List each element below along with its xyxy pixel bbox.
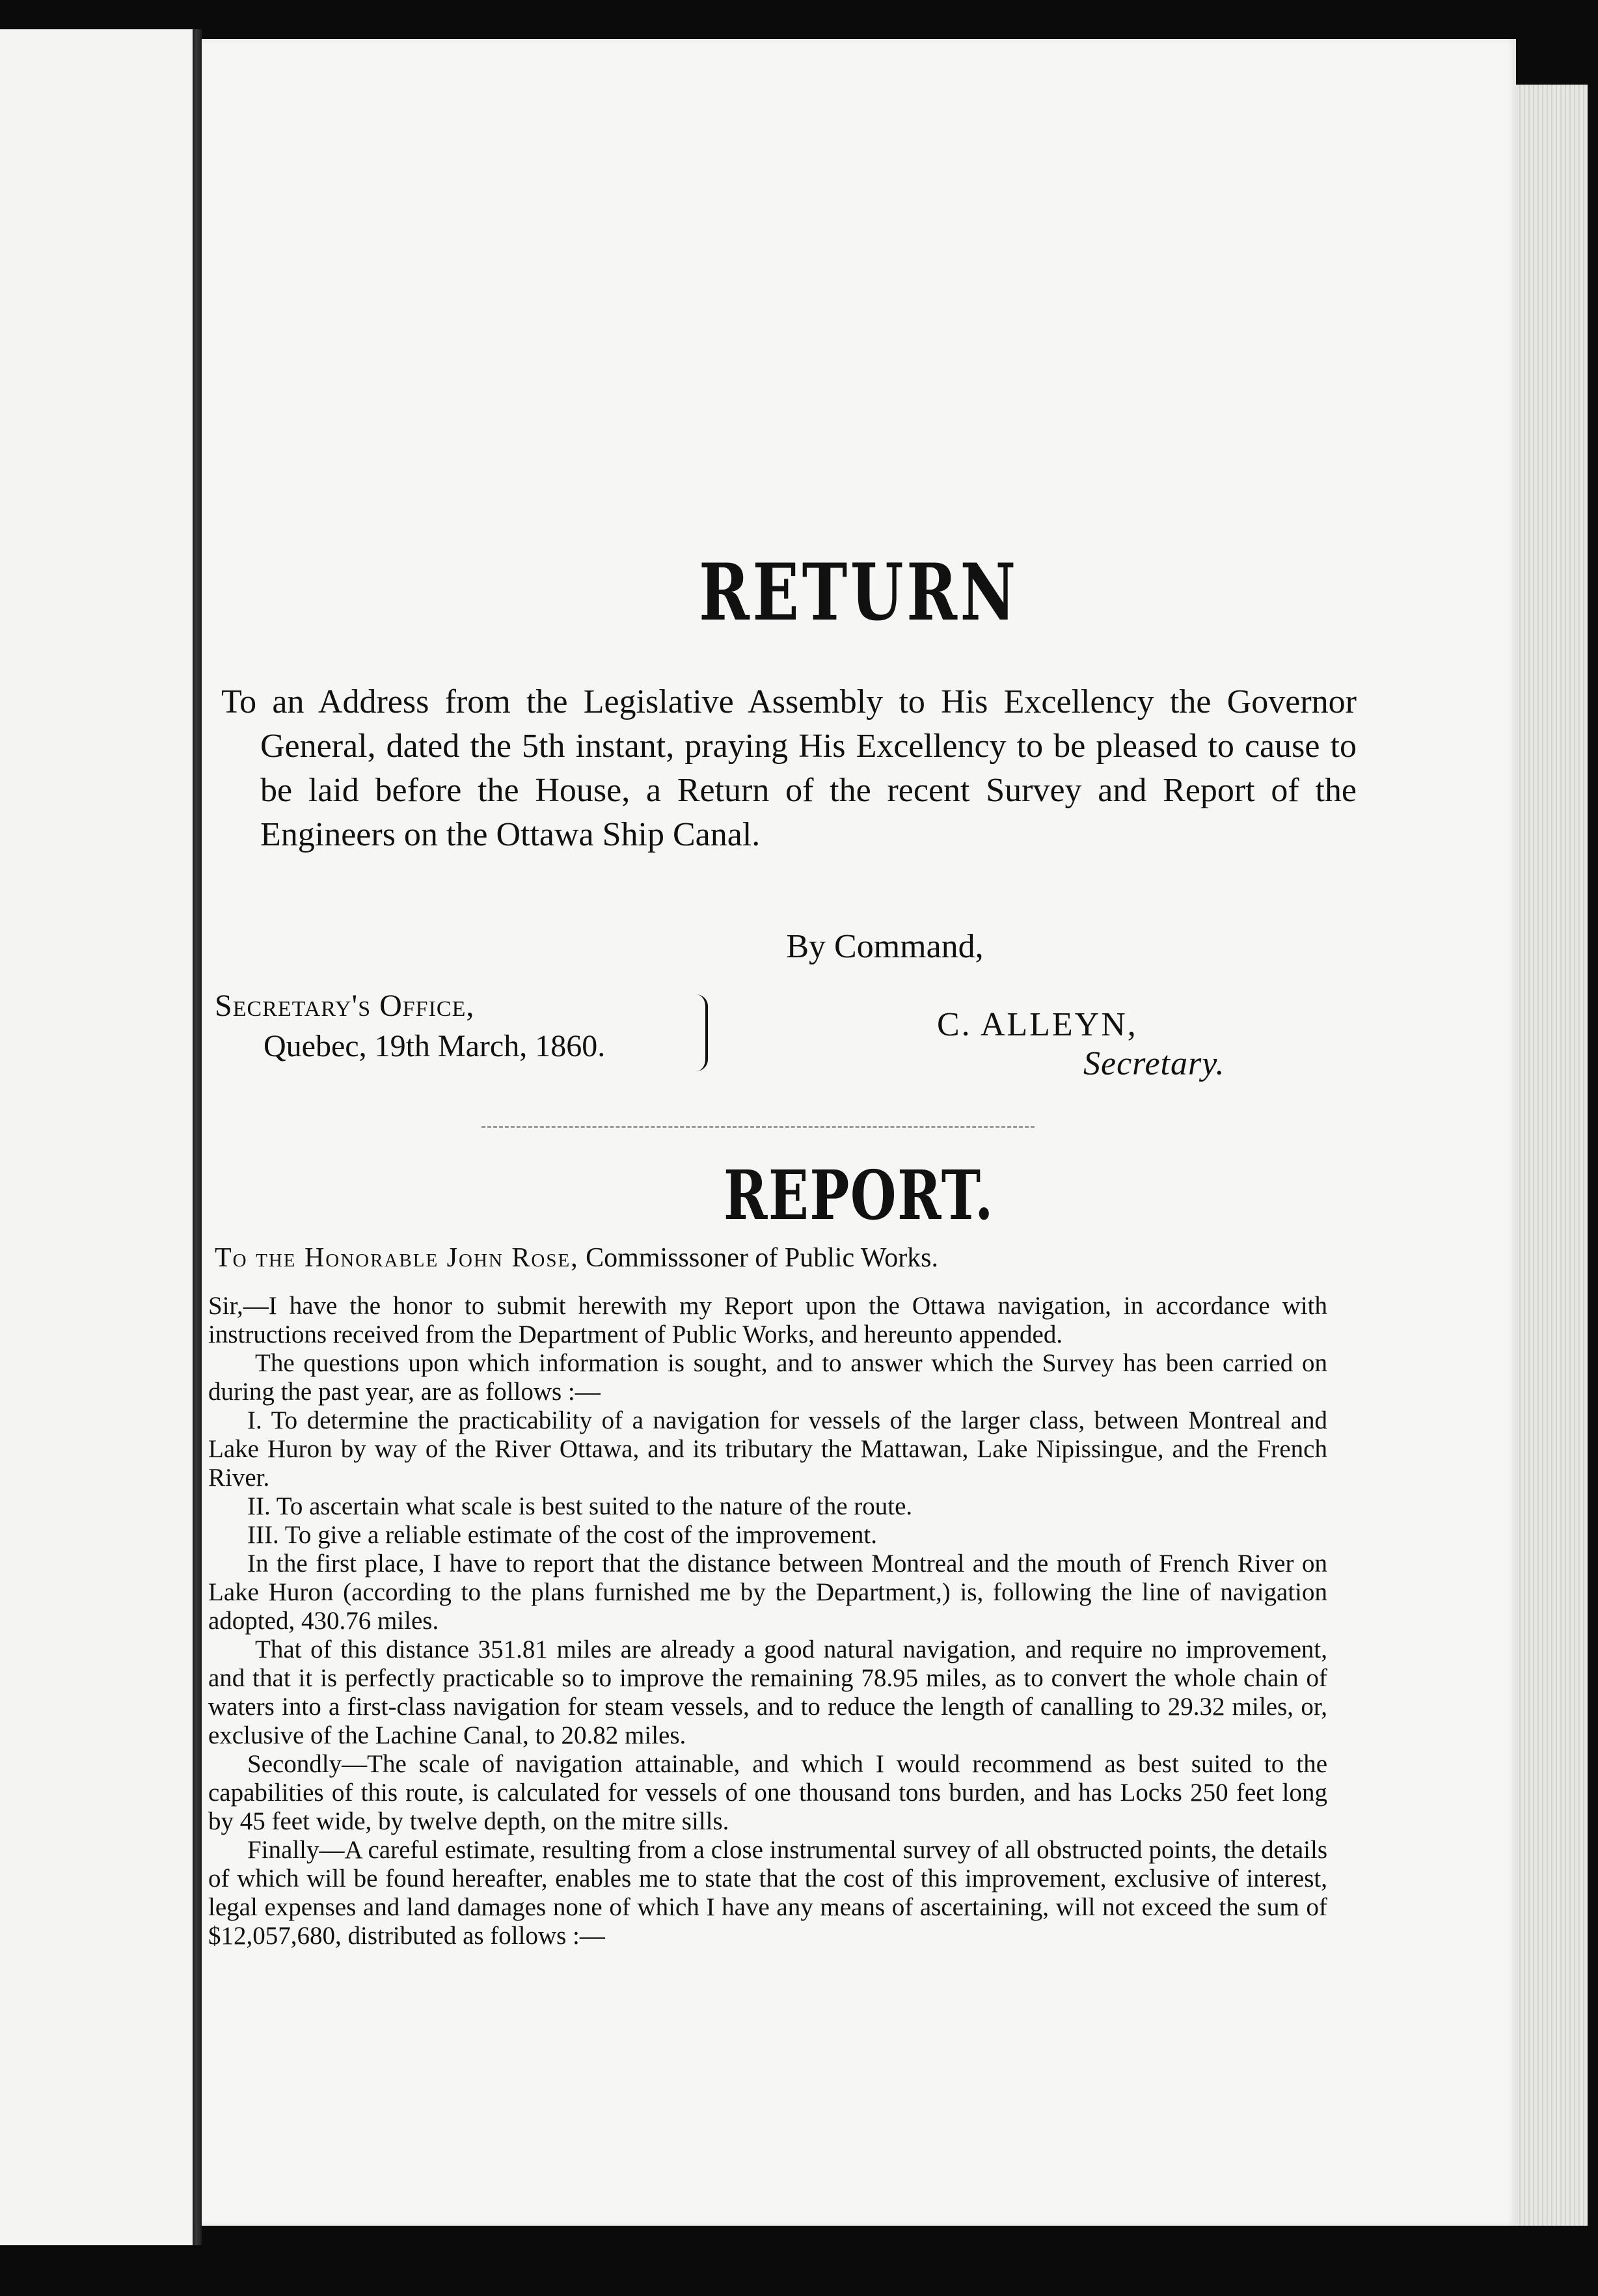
office-name: Secretary's Office, (215, 989, 475, 1023)
paragraph-item-3: III. To give a reliable estimate of the cost of the improvement. (247, 1521, 877, 1549)
address-paragraph (221, 680, 1357, 857)
section-divider (481, 1126, 1035, 1128)
by-command-line: By Command, (786, 928, 984, 965)
paragraph-secondly: Secondly—The scale of navigation attainable, and which I would recommend as best suited to the capabilities of this route, is calculated for vessels of one thousand tons burden, and has Locks 250 feet long by 45 feet wide, by twelve depth, on the mitre sills. (208, 1750, 1327, 1835)
paragraph-item-1: I. To determine the practicability of a navigation for vessels of the larger class, between Montreal and Lake Huron by way of the River Ottawa, and its tributary the Mattawan, Lake Nipissingue, and the French River. (208, 1406, 1327, 1492)
paragraph-questions: The questions upon which information is sought, and to answer which the Survey has been carried on during the past year, are as follows :— (208, 1349, 1327, 1406)
paragraph-distance: That of this distance 351.81 miles are already a good natural navigation, and require no improvement, and that it is perfectly practicable so to improve the remaining 78.95 miles, as to convert the whole chain of waters into a first-class navigation for steam vessels, and to reduce the length of canalling to 29.32 miles, or, exclusive of the Lachine Canal, to 20.82 miles. (208, 1635, 1327, 1749)
signatory-name: C. ALLEYN, (937, 1006, 1138, 1043)
return-title: RETURN (699, 547, 1019, 638)
office-block (215, 986, 605, 1067)
salutation-line (215, 1240, 938, 1276)
paragraph-first-place: In the first place, I have to report that the distance between Montreal and the mouth of French River on Lake Huron (according to the plans furnished me by the Department,) is, following the line of navigation adopted, 430.76 miles. (208, 1550, 1327, 1635)
left-page-edge (0, 29, 193, 2245)
page-stack-edge (1516, 85, 1588, 2226)
salutation-addressee: To the Honorable John Rose, (215, 1243, 579, 1273)
signatory-role: Secretary. (1083, 1045, 1225, 1082)
report-title: REPORT. (724, 1155, 994, 1235)
signature-block (937, 1005, 1225, 1084)
brace-mark (696, 994, 708, 1071)
office-date: Quebec, 19th March, 1860. (264, 1029, 606, 1063)
salutation-office: Commisssoner of Public Works. (578, 1243, 939, 1273)
paragraph-item-2: II. To ascertain what scale is best suited to the nature of the route. (247, 1492, 913, 1520)
document-page (202, 39, 1516, 2226)
address-text: To an Address from the Legislative Assembly to His Excellency the Governor General, dated the 5th instant, praying His Excellency to be pleased to cause to be laid before the House, a Return of the recent Survey and Report of the Engineers on the Ottawa Ship Canal. (221, 683, 1357, 853)
report-body (208, 1292, 1327, 1950)
paragraph-sir: Sir,—I have the honor to submit herewith my Report upon the Ottawa navigation, in accordance with instructions received from the Department of Public Works, and hereunto appended. (208, 1292, 1327, 1348)
book-gutter (193, 29, 202, 2245)
paragraph-finally: Finally—A careful estimate, resulting from a close instrumental survey of all obstructed points, the details of which will be found hereafter, enables me to state that the cost of this improvement, exclusive of interest, legal expenses and land damages none of which I have any means of ascertaining, will not exceed the sum of $12,057,680, distributed as follows :— (208, 1836, 1327, 1950)
